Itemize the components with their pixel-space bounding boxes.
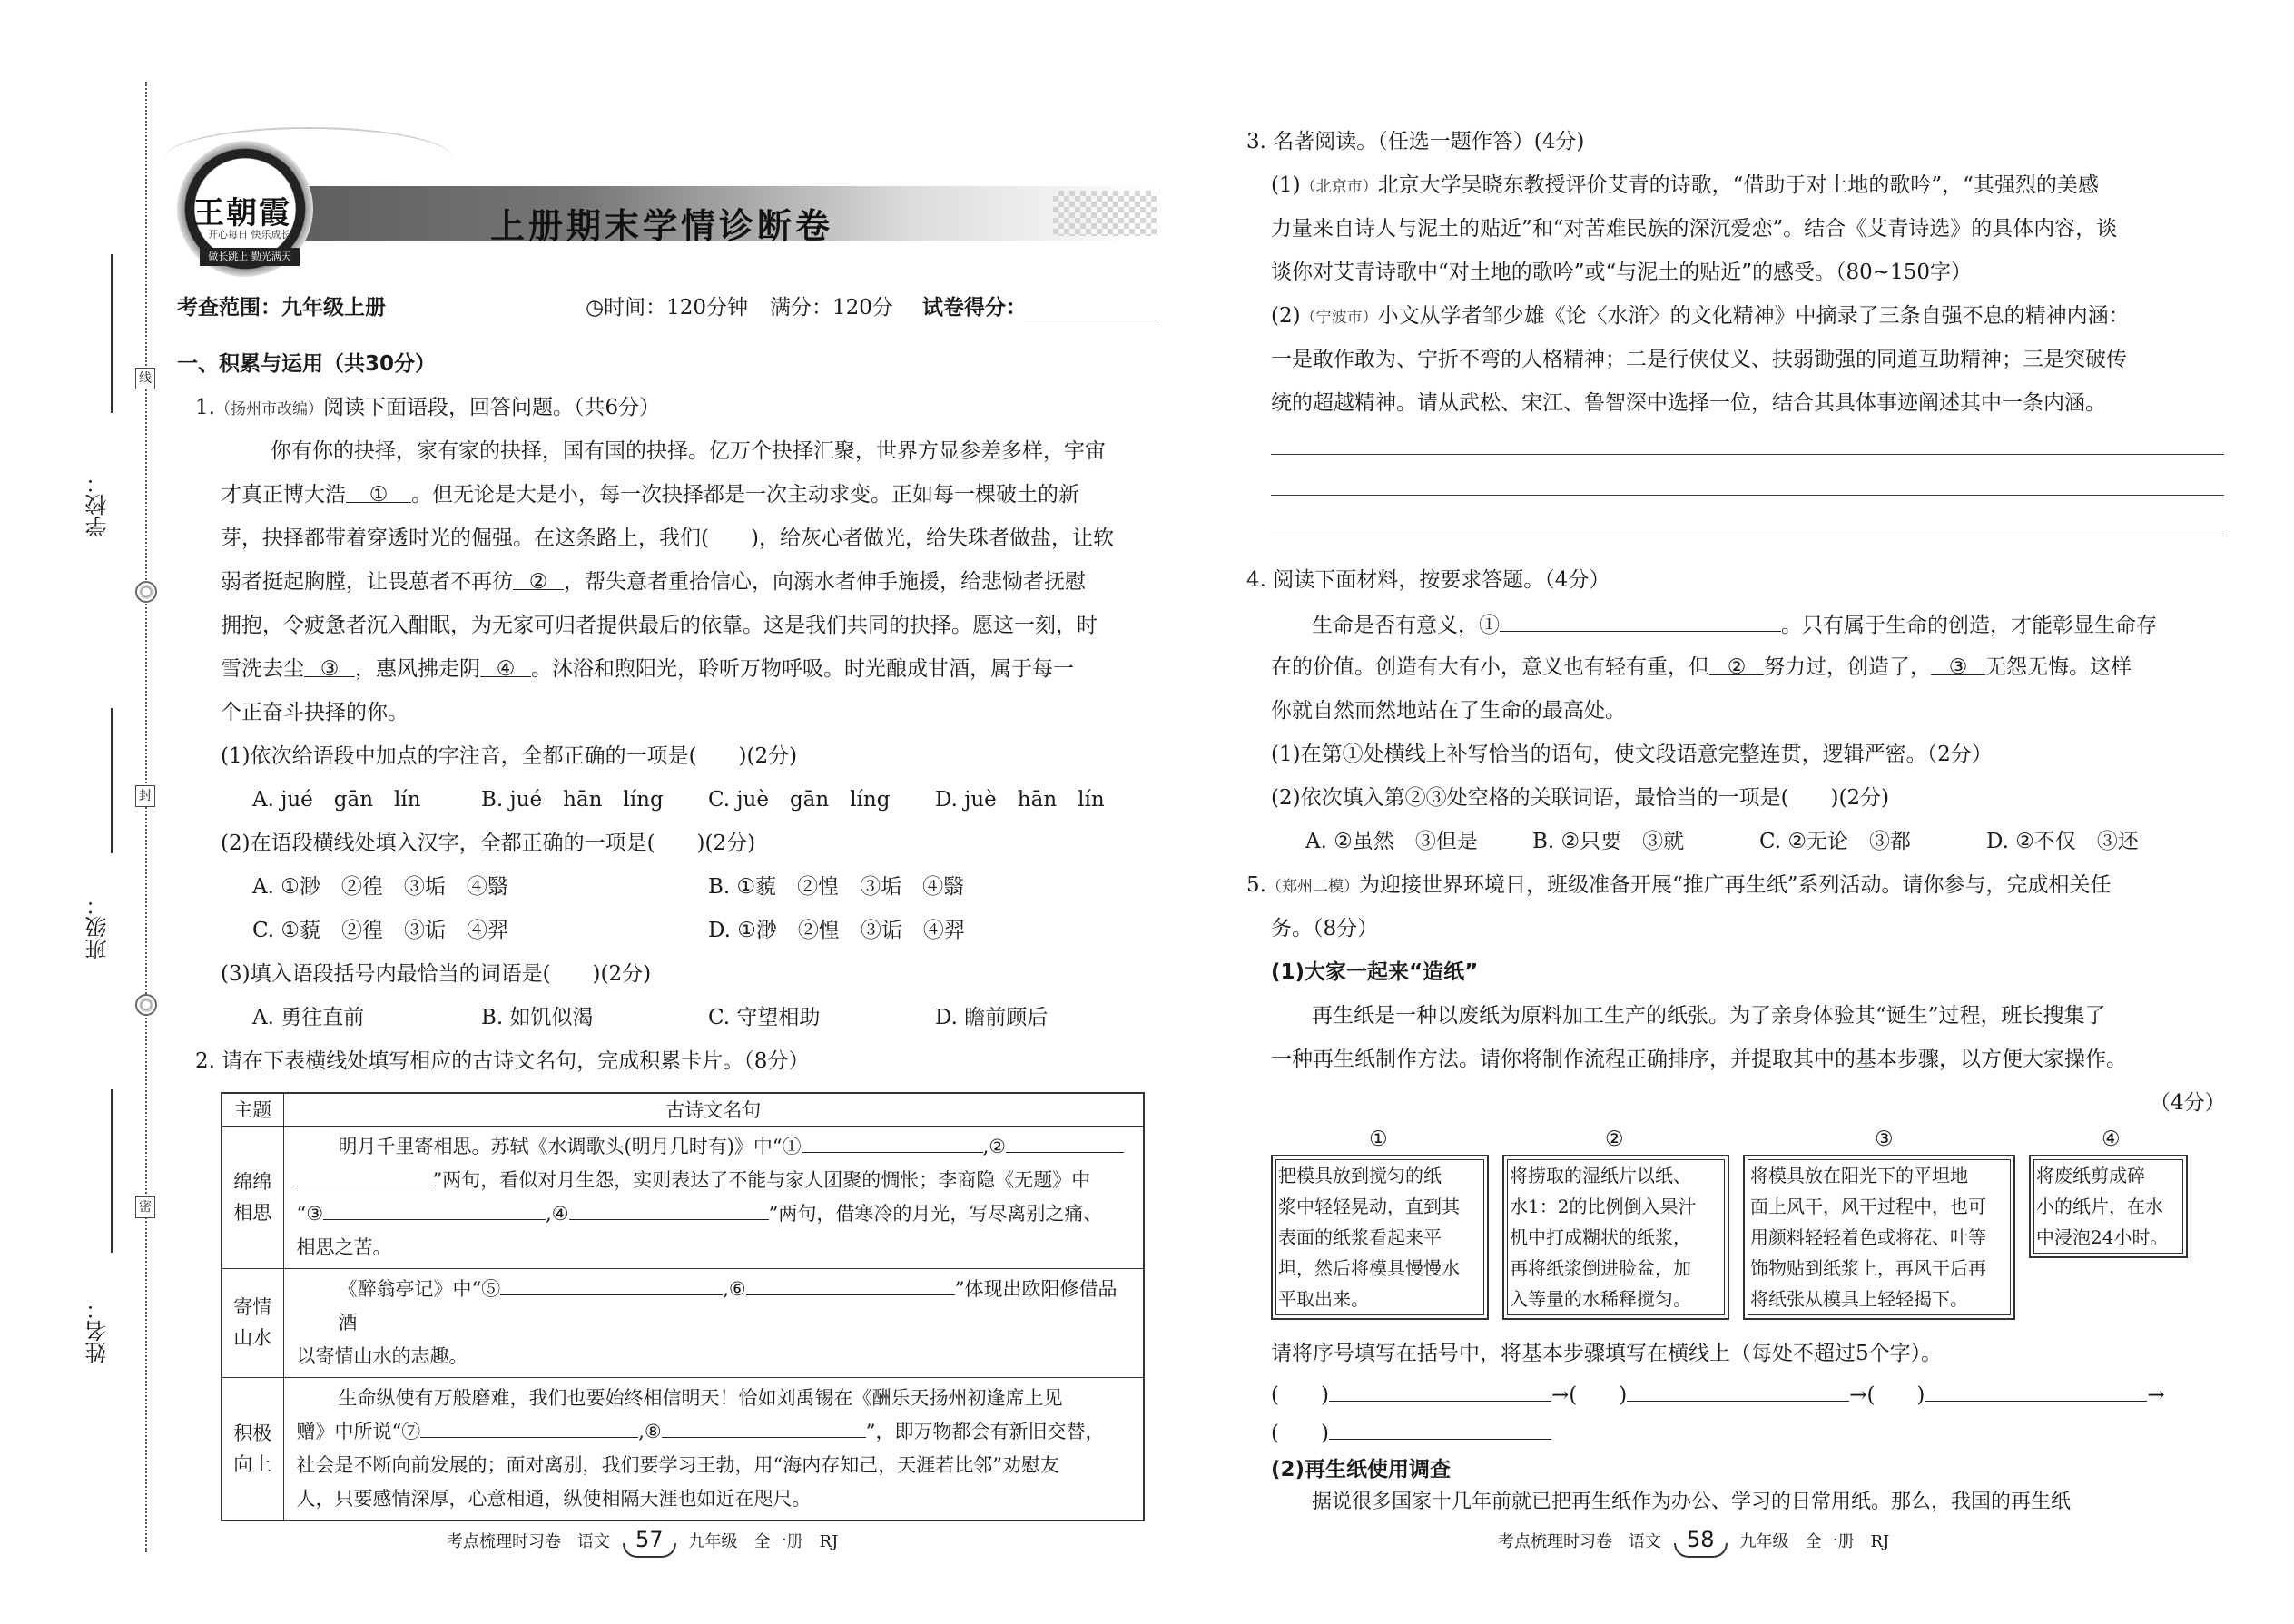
q1-para-line: 拥抱，令疲惫者沉入酣眠，为无家可归者提供最后的依靠。这是我们共同的抉择。愿这一刻，时 bbox=[221, 614, 1098, 637]
q4-option-d[interactable]: D. ②不仅 ③还 bbox=[1986, 830, 2139, 853]
step-box-4: 将废纸剪成碎 小的纸片，在水 中浸泡24小时。 bbox=[2029, 1155, 2188, 1258]
step-number: ② bbox=[1605, 1127, 1624, 1151]
class-line bbox=[111, 708, 113, 853]
q4-option-b[interactable]: B. ②只要 ③就 bbox=[1532, 830, 1685, 853]
poem-blank-8[interactable] bbox=[662, 1420, 866, 1438]
q5-part1-line: 一种再生纸制作方法。请你将制作流程正确排序，并提取其中的基本步骤，以方便大家操作。 bbox=[1271, 1048, 2127, 1071]
q4-para-line: 在的价值。创造有大有小，意义也有轻有重，但 ② 努力过，创造了， ③ 无怨无悔。这样 bbox=[1271, 655, 2132, 679]
table-header-lines: 古诗文名句 bbox=[283, 1093, 1144, 1126]
poem-blank-3[interactable] bbox=[323, 1202, 546, 1220]
exam-full-score: 满分：120分 bbox=[770, 296, 893, 320]
q1-sub2-option-b[interactable]: B. ①藐 ②惶 ③垢 ④翳 bbox=[708, 875, 965, 899]
q3-a-line: (1)（北京市）北京大学吴晓东教授评价艾青的诗歌，“借助于对土地的歌吟”，“其强烈的美感 bbox=[1271, 173, 2099, 197]
step-number: ③ bbox=[1875, 1127, 1894, 1151]
q3-b-line: 统的超越精神。请从武松、宋江、鲁智深中选择一位，结合其具体事迹阐述其中一条内涵。 bbox=[1271, 391, 2106, 415]
q4-blank-2[interactable]: ② bbox=[1709, 657, 1764, 675]
binding-mark-mi: 密 bbox=[135, 1196, 155, 1218]
q1-sub2: (2)在语段横线处填入汉字，全都正确的一项是( )(2分) bbox=[221, 832, 756, 855]
table-header-theme: 主题 bbox=[222, 1093, 283, 1126]
step-blank[interactable] bbox=[1329, 1422, 1551, 1440]
q4-sub1: (1)在第①处横线上补写恰当的语句，使文段语意完整连贯，逻辑严密。（2分） bbox=[1271, 743, 1993, 766]
q1-para-line: 弱者挺起胸膛，让畏葸者不再彷 ② ，帮失意者重拾信心，向溺水者伸手施援，给悲恸者抚慰 bbox=[221, 570, 1086, 594]
q4-sub2: (2)依次填入第②③处空格的关联词语，最恰当的一项是( )(2分) bbox=[1271, 786, 1890, 810]
q5-part2-title: (2)再生纸使用调查 bbox=[1271, 1458, 1452, 1481]
score-label: 试卷得分： bbox=[922, 296, 1027, 320]
poem-blank-7[interactable] bbox=[420, 1420, 638, 1438]
q5-fill-instruction: 请将序号填写在括号中，将基本步骤填写在横线上（每处不超过5个字）。 bbox=[1271, 1342, 1943, 1365]
step-blank[interactable] bbox=[1627, 1383, 1849, 1402]
q1-para-line: 个正奋斗抉择的你。 bbox=[221, 701, 409, 724]
footer-right: 考点梳理时习卷 语文 58 九年级 全一册 RJ bbox=[1498, 1527, 1890, 1552]
name-label: 姓名： bbox=[85, 1298, 111, 1363]
q5-stem: 5.（郑州二模）为迎接世界环境日，班级准备开展“推广再生纸”系列活动。请你参与，完成相关任 bbox=[1246, 873, 2112, 897]
logo-ribbon: 做长跳上 勤光满天 bbox=[200, 248, 300, 266]
blank-2[interactable]: ② bbox=[513, 572, 564, 590]
q1-sub1-option-a[interactable]: A. jué gān lín bbox=[252, 788, 421, 812]
q1-para-line: 芽，抉择都带着穿透时光的倔强。在这条路上，我们( )，给灰心者做光，给失珠者做盐，让软 bbox=[221, 527, 1114, 550]
poem-blank-2[interactable] bbox=[1006, 1135, 1124, 1153]
step-box-2: 将捞取的湿纸片以纸、 水1：2的比例倒入果汁 机中打成糊状的纸浆， 再将纸浆倒进脸盆，加 入等量的水稀释搅匀。 bbox=[1502, 1155, 1729, 1320]
binding-mark-xian: 线 bbox=[135, 368, 155, 389]
sequence-row[interactable]: ( ) bbox=[1271, 1422, 1551, 1444]
exam-time: ◷时间：120分钟 bbox=[586, 296, 748, 320]
q5-part1-score: （4分） bbox=[2150, 1091, 2226, 1115]
q1-sub1-option-d[interactable]: D. juè hān lín bbox=[935, 788, 1105, 812]
q3-stem: 3. 名著阅读。（任选一题作答）(4分) bbox=[1246, 130, 1585, 153]
q1-sub3-option-d[interactable]: D. 瞻前顾后 bbox=[935, 1006, 1049, 1029]
blank-1[interactable]: ① bbox=[346, 485, 411, 503]
binding-dotted-line bbox=[145, 82, 147, 1552]
binding-hole-icon bbox=[135, 994, 157, 1016]
q1-sub2-option-d[interactable]: D. ①渺 ②惶 ③诟 ④羿 bbox=[708, 919, 965, 942]
lines-cell: 明月千里寄相思。苏轼《水调歌头(明月几时有)》中“① ,② ”两句，看似对月生怨，实则表达了不能与家人团聚的惆怅；李商隐《无题》中 “③ ,④ ”两句，借寒冷的月光，写尽离别之痛、 相思之苦。 bbox=[283, 1126, 1144, 1268]
poem-blank-4[interactable] bbox=[569, 1202, 769, 1220]
page-title: 上册期末学情诊断卷 bbox=[490, 206, 834, 246]
poem-blank-1[interactable] bbox=[802, 1135, 983, 1153]
footer-left: 考点梳理时习卷 语文 57 九年级 全一册 RJ bbox=[447, 1527, 839, 1552]
table-row bbox=[222, 1377, 1144, 1521]
section-1-title: 一、积累与运用（共30分） bbox=[177, 352, 437, 376]
poem-table bbox=[221, 1092, 1145, 1521]
binding-mark-feng: 封 bbox=[135, 785, 155, 807]
poem-blank-5[interactable] bbox=[500, 1277, 723, 1295]
q1-para-line: 才真正博大浩 ① 。但无论是大是小，每一次抉择都是一次主动求变。正如每一棵破土的新 bbox=[221, 483, 1079, 507]
logo-text: 王朝霞 bbox=[193, 195, 291, 231]
q1-sub3-option-a[interactable]: A. 勇往直前 bbox=[252, 1006, 365, 1029]
q4-blank-3[interactable]: ③ bbox=[1931, 657, 1985, 675]
clock-icon: ◷ bbox=[586, 296, 605, 320]
q5-part1-title: (1)大家一起来“造纸” bbox=[1271, 960, 1479, 984]
step-number: ① bbox=[1369, 1127, 1388, 1151]
answer-line[interactable] bbox=[1271, 454, 2224, 455]
binding-hole-icon bbox=[135, 581, 157, 603]
q1-sub2-option-a[interactable]: A. ①渺 ②徨 ③垢 ④翳 bbox=[252, 875, 508, 899]
q1-sub1-option-c[interactable]: C. juè gān líng bbox=[708, 788, 891, 812]
q5-part2-line: 据说很多国家十几年前就已把再生纸作为办公、学习的日常用纸。那么，我国的再生纸 bbox=[1312, 1491, 2072, 1513]
page-number: 58 bbox=[1678, 1527, 1724, 1552]
step-box-3: 将模具放在阳光下的平坦地 面上风干，风干过程中，也可 用颜料轻轻着色或将花、叶等 饰物贴到纸浆上，再风干后再 将纸张从模具上轻轻揭下。 bbox=[1743, 1155, 2015, 1320]
q2-stem: 2. 请在下表横线处填写相应的古诗文名句，完成积累卡片。（8分） bbox=[195, 1049, 810, 1073]
q5-part1-line: 再生纸是一种以废纸为原料加工生产的纸张。为了亲身体验其“诞生”过程，班长搜集了 bbox=[1312, 1004, 2106, 1028]
q1-sub3: (3)填入语段括号内最恰当的词语是( )(2分) bbox=[221, 962, 652, 986]
brand-logo bbox=[177, 141, 313, 277]
q1-para-line: 你有你的抉择，家有家的抉择，国有国的抉择。亿万个抉择汇聚，世界方显参差多样，宇宙 bbox=[271, 439, 1106, 463]
q5-stem-cont: 务。（8分） bbox=[1271, 917, 1379, 940]
blank-4[interactable]: ④ bbox=[480, 659, 531, 677]
exam-range: 考查范围：九年级上册 bbox=[177, 296, 386, 320]
q4-stem: 4. 阅读下面材料，按要求答题。（4分） bbox=[1246, 568, 1610, 592]
lines-cell: 生命纵使有万般磨难，我们也要始终相信明天！恰如刘禹锡在《酬乐天扬州初逢席上见 赠》中所说“⑦ ,⑧ ”，即万物都会有新旧交替， 社会是不断向前发展的；面对离别，我们要学习王勃，用“海内存知己，天涯若比邻”劝慰友 人，只要感情深厚，心意相通，纵使相隔天涯也如近在咫尺。 bbox=[283, 1377, 1144, 1521]
q1-stem: 1.（扬州市改编）阅读下面语段，回答问题。（共6分） bbox=[195, 396, 661, 419]
blank-3[interactable]: ③ bbox=[304, 659, 355, 677]
table-row bbox=[222, 1126, 1144, 1268]
poem-blank-6[interactable] bbox=[746, 1277, 955, 1295]
table-header-row bbox=[222, 1093, 1144, 1126]
logo-subtext: 开心每日 快乐成长 bbox=[208, 229, 291, 241]
checker-pattern bbox=[1053, 191, 1157, 236]
step-box-1: 把模具放到搅匀的纸 浆中轻轻晃动，直到其 表面的纸浆看起来平 坦，然后将模具慢慢水 平取出来。 bbox=[1271, 1155, 1489, 1320]
q1-sub3-option-b[interactable]: B. 如饥似渴 bbox=[481, 1006, 594, 1029]
sequence-row[interactable]: ( ) →( ) →( ) → bbox=[1271, 1383, 2165, 1407]
step-blank[interactable] bbox=[1925, 1383, 2147, 1402]
theme-cell: 绵绵 相思 bbox=[222, 1126, 283, 1268]
school-label: 学校： bbox=[85, 472, 111, 537]
step-number: ④ bbox=[2102, 1127, 2121, 1151]
q3-b-line: (2)（宁波市）小文从学者邹少雄《论〈水浒〉的文化精神》中摘录了三条自强不息的精神内涵： bbox=[1271, 304, 2130, 328]
q1-para-line: 雪洗去尘 ③ ，惠风拂走阴 ④ 。沐浴和煦阳光，聆听万物呼吸。时光酿成甘酒，属于每一 bbox=[221, 657, 1074, 681]
q3-b-line: 一是敢作敢为、宁折不弯的人格精神；二是行侠仗义、扶弱锄强的同道互助精神；三是突破传 bbox=[1271, 348, 2127, 371]
lines-cell: 《醉翁亭记》中“⑤ ,⑥ ”体现出欧阳修借品酒 以寄情山水的志趣。 bbox=[283, 1268, 1144, 1377]
name-line bbox=[111, 1089, 113, 1253]
q3-a-line: 力量来自诗人与泥土的贴近”和“对苦难民族的深沉爱恋”。结合《艾青诗选》的具体内容，谈 bbox=[1271, 217, 2118, 241]
page-number: 57 bbox=[626, 1527, 673, 1552]
q3-a-line: 谈你对艾青诗歌中“对土地的歌吟”或“与泥土的贴近”的感受。（80~150字） bbox=[1271, 261, 1972, 284]
q1-sub2-option-c[interactable]: C. ①藐 ②徨 ③诟 ④羿 bbox=[252, 919, 509, 942]
q4-blank-1[interactable] bbox=[1500, 614, 1781, 632]
q1-sub3-option-c[interactable]: C. 守望相助 bbox=[708, 1006, 821, 1029]
school-line bbox=[111, 254, 113, 413]
theme-cell: 寄情 山水 bbox=[222, 1268, 283, 1377]
step-blank[interactable] bbox=[1329, 1383, 1551, 1402]
q1-sub1-option-b[interactable]: B. jué hān líng bbox=[481, 788, 664, 812]
q4-option-c[interactable]: C. ②无论 ③都 bbox=[1759, 830, 1912, 853]
table-row bbox=[222, 1268, 1144, 1377]
q4-para-line: 你就自然而然地站在了生命的最高处。 bbox=[1271, 699, 1626, 723]
q1-sub1: (1)依次给语段中加点的字注音，全都正确的一项是( )(2分) bbox=[221, 744, 798, 768]
q4-option-a[interactable]: A. ②虽然 ③但是 bbox=[1305, 830, 1478, 853]
theme-cell: 积极 向上 bbox=[222, 1377, 283, 1521]
answer-line[interactable] bbox=[1271, 495, 2224, 496]
class-label: 班级： bbox=[85, 894, 111, 960]
poem-blank-2-cont[interactable] bbox=[297, 1168, 433, 1186]
q4-para-line: 生命是否有意义，① 。只有属于生命的创造，才能彰显生命存 bbox=[1312, 614, 2157, 637]
